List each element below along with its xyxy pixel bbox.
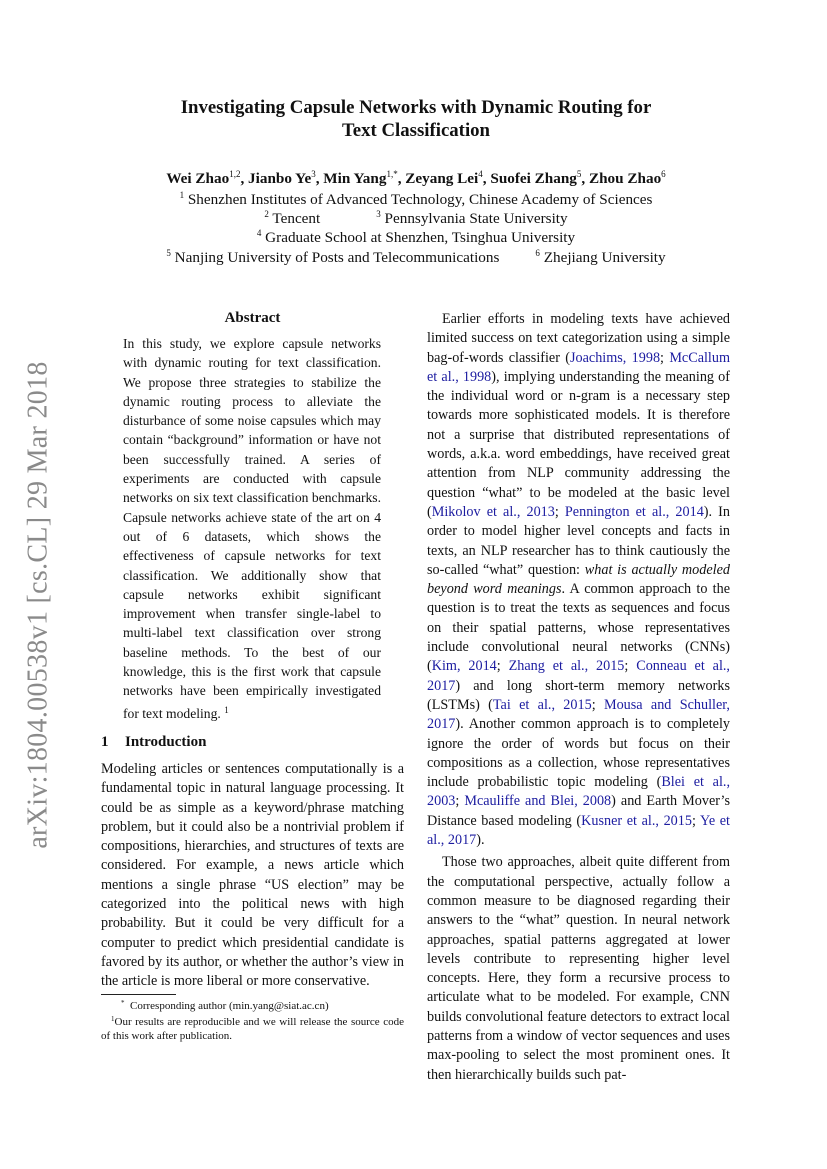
author-name: Zeyang Lei	[405, 170, 479, 187]
citation-link[interactable]: Ye et al., 2017	[427, 812, 730, 849]
intro-paragraph-1: Modeling articles or sentences computationally is a fundamental topic in natural language processing. It could be as simple as a keyword/phrase matching problem, but it could also be a nontrivial problem if compositions, hierarchies, and structures of texts are considered. For example, a news article which mentions a single phrase “US election” may be categorized into the political news with high probability. But it could be very difficult for a computer to predict which presidential candidate is favored by its author, or whether the author’s view in the article is more liberal or more conservative.	[101, 760, 404, 990]
section-number: 1	[101, 733, 109, 750]
affiliation-mark: 2	[264, 209, 269, 219]
paper-title	[100, 96, 732, 142]
section-title: Introduction	[125, 733, 207, 750]
affiliation-text: Graduate School at Shenzhen, Tsinghua University	[265, 229, 576, 246]
affiliation-mark: 6	[535, 248, 540, 258]
affiliation-text: Pennsylvania State University	[384, 210, 568, 227]
author-mark: 1,*	[386, 169, 398, 179]
emphasized-text: what is actually modeled beyond word meanings	[427, 561, 730, 598]
abstract-body	[123, 334, 381, 723]
citation-link[interactable]: Mcauliffe and Blei, 2008	[464, 793, 612, 810]
affiliation-mark: 4	[256, 228, 262, 238]
affiliation-text: Tencent	[272, 210, 321, 227]
paragraph-text: Earlier efforts in modeling texts have achieved limited success on text categorization using a simple bag-of-words classifier (	[427, 311, 730, 366]
paragraph-text: ;	[496, 658, 509, 675]
paragraph-text: ), implying understanding the meaning of the individual word or n-gram is a necessary step towards more sophisticated models. It is therefore not a surprise that distributed representations of words, a.k.a. word embeddings, have received great attention from NLP community addressing the question “what” to be modeled at the basic level (	[427, 368, 730, 520]
title-line-2: Text Classification	[342, 120, 490, 141]
right-column	[427, 310, 730, 1085]
title-line-1: Investigating Capsule Networks with Dynamic Routing for	[180, 97, 652, 118]
paragraph-text: ;	[624, 658, 637, 675]
author-mark: 1,2	[229, 169, 241, 179]
paragraph-text: ;	[554, 503, 565, 520]
author-mark: 5	[576, 169, 582, 179]
citation-link[interactable]: Conneau et al., 2017	[427, 658, 730, 694]
author-mark: 4	[478, 169, 483, 179]
intro-paragraph-2	[427, 310, 730, 850]
citation-link[interactable]: Mikolov et al., 2013	[431, 503, 555, 520]
paragraph-text: ;	[455, 793, 465, 810]
paragraph-text: ). In order to model higher level concepts and facts in texts, an NLP researcher has to think cautiously the so-called “what” question:	[427, 503, 730, 578]
author-name: Zhou Zhao	[588, 170, 662, 187]
paragraph-text: ).	[476, 832, 485, 849]
citation-link[interactable]: Mousa and Schuller, 2017	[427, 696, 730, 733]
footnote-mark: *	[121, 998, 125, 1007]
citation-link[interactable]: Tai et al., 2015	[492, 696, 592, 713]
affiliation-mark: 5	[166, 248, 171, 258]
footnote-reproducibility	[101, 1013, 404, 1043]
citation-link[interactable]: Joachims, 1998	[570, 349, 661, 366]
citation-link[interactable]: Blei et al., 2003	[427, 774, 730, 810]
abstract-text: In this study, we explore capsule networks with dynamic routing for text classification. We propose three strategies to stabilize the dynamic routing process to alleviate the disturbance of some noise capsules which may contain “background” information or have not been successfully trained. A series of experiments are conducted with capsule networks on six text classification benchmarks. Capsule networks achieve state of the art on 4 out of 6 datasets, which shows the effectiveness of capsule networks for text classification. We additionally show that capsule networks exhibit significant improvement when transfer single-label to multi-label text classification over strong baseline methods. To the best of our knowledge, this is the first work that capsule networks have been empirically investigated for text modeling.	[123, 336, 381, 721]
paragraph-text: ;	[691, 812, 700, 829]
paragraph-text: ) and Earth Mover’s Distance based modeling (	[427, 793, 730, 829]
footnote-corresponding-author	[101, 997, 404, 1014]
affiliation-mark: 1	[179, 190, 185, 200]
author-mark: 6	[661, 169, 666, 179]
paragraph-text: ;	[591, 696, 604, 713]
paragraph-text: ) and long short-term memory networks (LSTMs) (	[427, 677, 730, 713]
intro-paragraph-3: Those two approaches, albeit quite different from the computational perspective, actually follow a common measure to be diagnosed regarding their answers to the “what” question. In neural network approaches, spatial patterns aggregated at lower levels contribute to representing higher level concepts. Here, they form a recursive process to articulate what to be modeled. For example, CNN builds convolutional feature detectors to extract local patterns from a window of vector sequences and uses max-pooling to select the most prominent ones. It then hierarchically builds such pat-	[427, 854, 730, 1083]
author-mark: 3	[311, 169, 316, 179]
abstract-footnote-mark: 1	[224, 704, 229, 715]
author-list: Wei Zhao$^{1,2}$, Jianbo Ye$^3$, Min Yang$^{1,*}$, Zeyang Lei$^4$, Suofei Zhang$^5$, Zhou Zhao$^6$	[166, 169, 666, 187]
citation-link[interactable]: Zhang et al., 2015	[508, 658, 625, 675]
affiliation-mark: 3	[376, 209, 381, 219]
abstract-heading: Abstract	[224, 310, 281, 326]
citation-link[interactable]: McCallum et al., 1998	[427, 349, 730, 385]
affiliation-text: Nanjing University of Posts and Telecommunications	[174, 249, 500, 266]
footnote-text: Corresponding author (min.yang@siat.ac.cn)	[130, 999, 329, 1012]
author-name: Jianbo Ye	[248, 170, 312, 187]
arxiv-identifier-text: arXiv:1804.00538v1 [cs.CL] 29 Mar 2018	[23, 361, 54, 849]
paragraph-text: . A common approach to the question is to treat the texts as sequences and focus on their spatial patterns, whose representatives include convolutional neural networks (CNNs) (	[427, 581, 730, 675]
author-name: Min Yang	[323, 170, 387, 187]
author-name: Suofei Zhang	[490, 170, 577, 187]
footnote-text: Our results are reproducible and we will release the source code of this work after publication.	[101, 1016, 404, 1042]
affiliation-5-6	[100, 243, 732, 268]
paragraph-text: ;	[660, 349, 670, 366]
section-heading-introduction	[101, 734, 404, 751]
affiliation-text: Zhejiang University	[543, 249, 666, 266]
paragraph-text: ). Another common approach is to completely ignore the order of words but focus on their compositions as a collection, whose representatives include probabilistic topic modeling (	[427, 716, 730, 791]
left-column	[101, 310, 404, 1043]
citation-link[interactable]: Kusner et al., 2015	[581, 812, 692, 829]
footnote-rule	[101, 994, 176, 995]
author-name: Wei Zhao	[166, 170, 230, 187]
citation-link[interactable]: Pennington et al., 2014	[564, 503, 704, 520]
affiliation-text: Shenzhen Institutes of Advanced Technology, Chinese Academy of Sciences	[187, 191, 653, 208]
citation-link[interactable]: Kim, 2014	[431, 658, 497, 675]
footnote-mark: 1	[111, 1015, 115, 1023]
arxiv-identifier-stamp	[18, 360, 60, 850]
